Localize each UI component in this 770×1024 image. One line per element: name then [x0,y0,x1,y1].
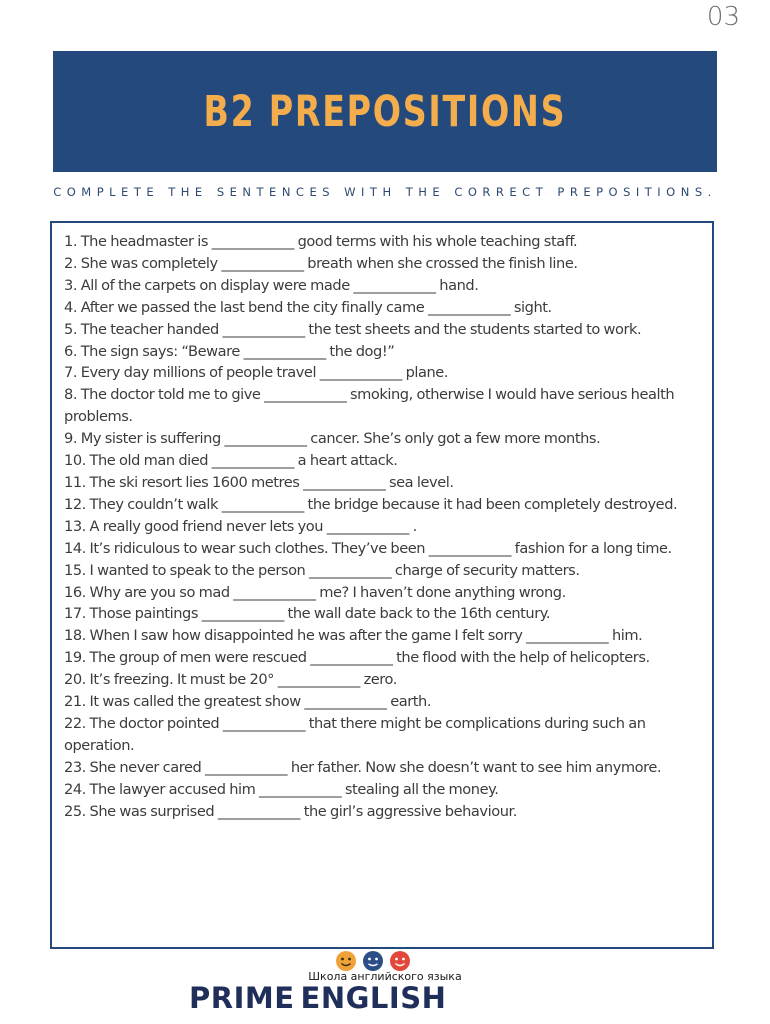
exercise-item: 10. The old man died ____________ a heart attack. [64,452,398,470]
exercise-item: 6. The sign says: “Beware ____________ the dog!” [64,342,395,360]
instruction-text: COMPLETE THE SENTENCES WITH THE CORRECT PREPOSITIONS. [53,185,717,199]
exercise-item: 24. The lawyer accused him ____________ stealing all the money. [64,780,499,798]
exercise-item: 16. Why are you so mad ____________ me? I haven’t done anything wrong. [64,583,566,601]
logo-wordmark [189,981,446,1015]
exercise-item: 23. She never cared ____________ her father. Now she doesn’t want to see him anymore. [64,758,662,776]
exercise-item: 25. She was surprised ____________ the girl’s aggressive behaviour. [64,802,517,820]
exercise-item: 11. The ski resort lies 1600 metres ____________ sea level. [64,473,454,491]
logo-wordmark-prime: PRIME [189,981,295,1015]
exercise-item: 14. It’s ridiculous to wear such clothes. They’ve been ____________ fashion for a long time. [64,539,672,557]
title-banner [53,51,717,172]
logo-wordmark-english: ENGLISH [300,981,447,1015]
exercise-item: 19. The group of men were rescued ____________ the flood with the help of helicopters. [64,649,650,667]
exercise-item: 2. She was completely ____________ breath when she crossed the finish line. [64,254,578,272]
exercise-item: 17. Those paintings ____________ the wall date back to the 16th century. [64,605,551,623]
exercise-item: 21. It was called the greatest show ____________ earth. [64,693,432,711]
school-logo [185,950,585,1020]
exercise-item: 13. A really good friend never lets you ____________ . [64,517,417,535]
exercise-item: 8. The doctor told me to give ____________ smoking, otherwise I would have serious health problems. [64,386,675,426]
exercise-item: 1. The headmaster is ____________ good terms with his whole teaching staff. [64,233,578,250]
exercise-box [50,221,714,949]
exercise-item: 3. All of the carpets on display were made ____________ hand. [64,276,479,294]
exercise-item: 7. Every day millions of people travel ____________ plane. [64,364,449,382]
exercise-item: 4. After we passed the last bend the city finally came ____________ sight. [64,298,552,316]
exercise-item: 20. It’s freezing. It must be 20° ____________ zero. [64,671,397,689]
exercise-item: 12. They couldn’t walk ____________ the bridge because it had been completely destroyed. [64,495,678,513]
orange-face-icon [336,951,356,971]
red-face-icon [390,951,410,971]
exercise-item: 15. I wanted to speak to the person ____________ charge of security matters. [64,561,580,579]
exercise-item: 18. When I saw how disappointed he was after the game I felt sorry ____________ him. [64,627,643,645]
exercise-item: 9. My sister is suffering ____________ cancer. She’s only got a few more months. [64,430,601,448]
page-title: B2 PREPOSITIONS [203,86,567,137]
blue-face-icon [363,951,383,971]
exercise-item: 22. The doctor pointed ____________ that there might be complications during such an operation. [64,714,646,754]
logo-faces-icon [335,950,435,972]
exercise-list [64,231,704,822]
logo-caption: Школа английского языка [308,970,462,983]
page-number: 03 [706,2,740,32]
exercise-item: 5. The teacher handed ____________ the test sheets and the students started to work. [64,320,642,338]
